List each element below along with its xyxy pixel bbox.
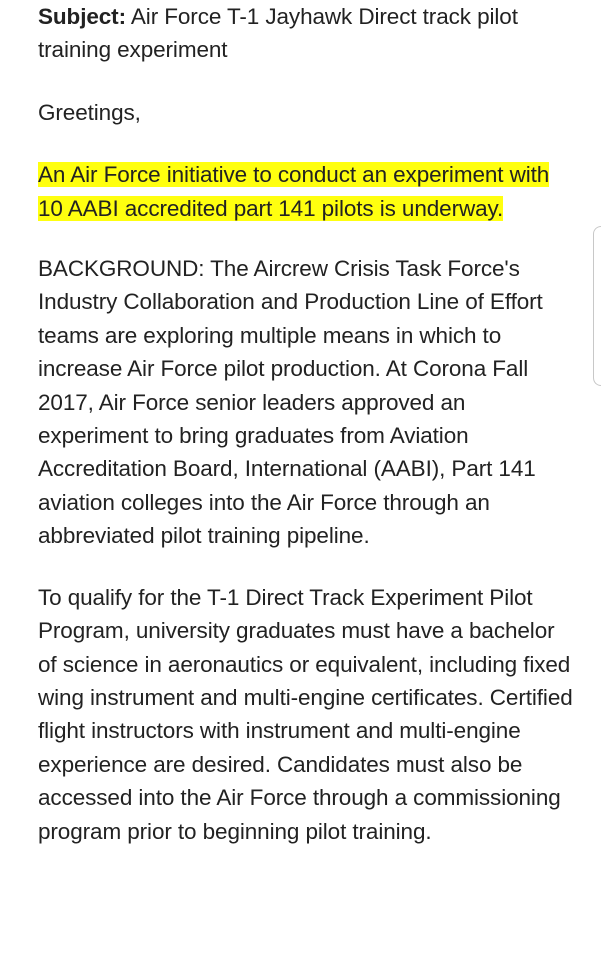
subject-line: [38, 0, 578, 67]
subject-text: Air Force T-1 Jayhawk Direct track pilot training experiment: [38, 4, 518, 63]
background-paragraph: BACKGROUND: The Aircrew Crisis Task Force's Industry Collaboration and Production Line of Effort teams are exploring multiple means in which to increase Air Force pilot production. At Corona Fall 2017, Air Force senior leaders approved an experiment to bring graduates from Aviation Accreditation Board, International (AABI), Part 141 aviation colleges into the Air Force through an abbreviated pilot training pipeline.: [38, 256, 543, 549]
highlighted-paragraph: [38, 158, 578, 225]
greeting: Greetings,: [38, 99, 141, 125]
email-body: [38, 0, 578, 848]
subject-label: Subject:: [38, 4, 126, 29]
scroll-handle[interactable]: [593, 226, 601, 386]
highlighted-text: An Air Force initiative to conduct an experiment with 10 AABI accredited part 141 pilots is underway.: [38, 162, 550, 221]
qualification-paragraph: To qualify for the T-1 Direct Track Experiment Pilot Program, university graduates must have a bachelor of science in aeronautics or equivalent, including fixed wing instrument and multi-engine certificates. Certified flight instructors with instrument and multi-engine experience are desired. Candidates must also be accessed into the Air Force through a commissioning program prior to beginning pilot training.: [38, 584, 573, 844]
